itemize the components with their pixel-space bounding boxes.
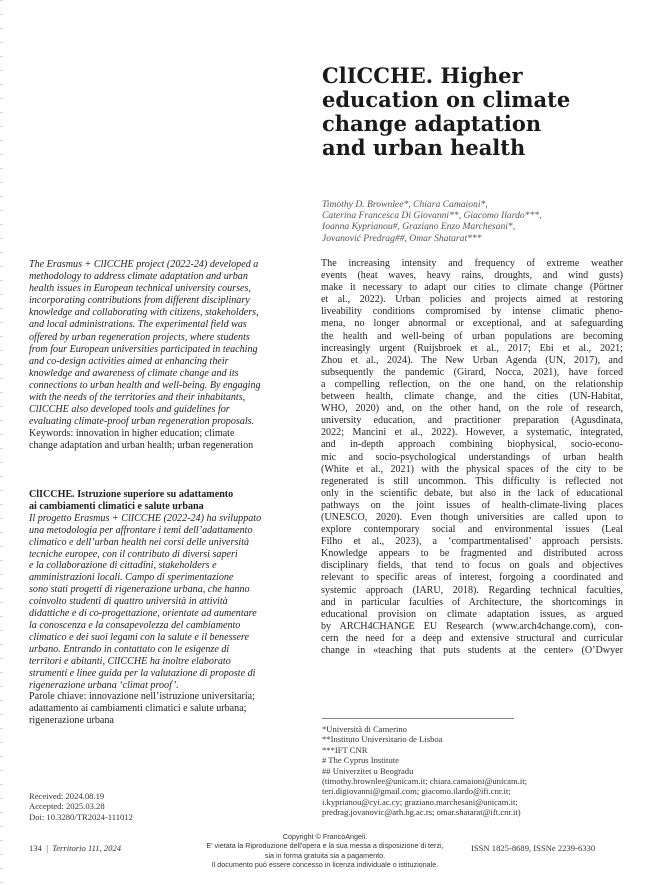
body-line: Knowledge appears to be fragmented and distributed across xyxy=(321,548,623,560)
abstract-english-text xyxy=(29,259,291,428)
abstract-line: amministrazioni locali. Campo di sperimentazione xyxy=(29,572,234,584)
keywords-line: Parole chiave: innovazione nell’istruzione universitaria; xyxy=(29,691,255,703)
footnote-line: ## Univerzitet u Beogradu xyxy=(322,765,414,776)
abstract-line: ClICCHE also developed tools and guidelines for xyxy=(29,404,230,416)
title-line: education on climate xyxy=(322,87,571,112)
abstract-line: offered by urban regeneration projects, where students xyxy=(29,331,250,343)
footnote-line: ***IFT CNR xyxy=(322,744,368,755)
abstract-line: knowledge and collaborating with citizens, stakeholders, xyxy=(29,307,259,319)
abstract-line: from four European universities participated in teaching xyxy=(29,343,258,355)
abstract-line: climatico e dell’urban health nei corsi delle università xyxy=(29,536,250,548)
article-title xyxy=(322,64,622,160)
received-date: Received: 2024.08.19 xyxy=(29,791,105,801)
body-line: relevant to specific areas of interest, forgoing a coordinated and xyxy=(321,572,623,584)
footnote-line: predrag.jovanovic@arh.bg.ac.rs; omar.shatarat@ift.cnr.it) xyxy=(322,807,521,818)
copyright-line: Il documento può essere concesso in licenza individuale o istituzionale. xyxy=(211,860,439,870)
page-footer-left xyxy=(29,843,121,853)
body-line: subsequently the pandemic (Girard, Nocca, 2021), have forced xyxy=(321,366,623,378)
copyright-line: Copyright © FrancoAngeli. xyxy=(282,832,368,841)
author-line: Ioanna Kyprianou#, Graziano Enzo Marchesani*, xyxy=(322,221,516,233)
abstract-line: connections to urban health and well-being. By engaging xyxy=(29,379,261,391)
accepted-date: Accepted: 2025.03.28 xyxy=(29,801,105,812)
author-line: Jovanović Predrag##, Omar Shatarat*** xyxy=(322,232,482,244)
body-line: (White et al., 2021) with the physical spaces of the city to be xyxy=(321,463,623,475)
body-line: make it necessary to adapt our cities to climate change (Pörtner xyxy=(321,282,623,294)
abstract-italian-heading xyxy=(29,489,291,513)
footnote-divider xyxy=(322,718,514,719)
body-line: (UNESCO, 2020). Even though universities are called upon to xyxy=(321,511,623,523)
body-line: regenerated is still uncommon. This difficulty is reflected not xyxy=(321,475,623,487)
page-number: 134 xyxy=(29,843,42,853)
body-line: change in «teaching that puts students at the center» (O’Dwyer xyxy=(321,645,623,656)
abstract-line: and local administrations. The experimental field was xyxy=(29,319,247,331)
footnote-line: **Instituto Universitario de Lisboa xyxy=(322,734,443,745)
abstract-line: health issues in European technical university courses, xyxy=(29,283,251,295)
footnote-line: *Università di Camerino xyxy=(322,724,407,734)
abstract-line: Il progetto Erasmus + ClICCHE (2022-24) ha sviluppato xyxy=(29,512,262,524)
abstract-line: e la collaborazione di cittadini, stakeholders e xyxy=(29,560,217,572)
keywords-line: Keywords: innovation in higher education; climate xyxy=(29,428,235,440)
body-line: and in particular faculties of Architecture, the shortcomings in xyxy=(321,596,623,608)
abstract-line: tecniche europee, con il contributo di diversi saperi xyxy=(29,548,238,560)
keywords-english xyxy=(29,428,291,452)
footnote-line: # The Cyprus Institute xyxy=(322,755,399,766)
title-line: and urban health xyxy=(322,135,526,160)
body-line: educational provision on climate adaptation issues, as argued xyxy=(321,608,623,620)
page-edge-marks xyxy=(0,0,3,885)
keywords-line: adattamento ai cambiamenti climatici e salute urbana; xyxy=(29,703,247,715)
body-text xyxy=(321,258,623,657)
keywords-line: rigenerazione urbana xyxy=(29,715,114,727)
body-line: mena, no longer abnormal or exceptional, and at safeguarding xyxy=(321,318,623,330)
footnote-line: teri.digiovanni@gmail.com; giacomo.ilardo@ift.cnr.it; xyxy=(322,786,511,797)
body-line: The increasing intensity and frequency of extreme weather xyxy=(321,258,623,269)
body-line: university education, and practitioner preparation (Agusdinata, xyxy=(321,415,623,427)
footnote-line: i.kyprianou@cyi.ac.cy; graziano.marchesani@unicam.it; xyxy=(322,796,518,807)
body-line: cern the need for a deep and extensive structural and curricular xyxy=(321,632,623,644)
body-line: et al., 2022). Urban policies and projects aimed at restoring xyxy=(321,294,623,306)
abstract-line: strumenti e linee guida per la valutazione di proposte di xyxy=(29,667,256,679)
issn: ISSN 1825-8689, ISSNe 2239-6330 xyxy=(471,843,596,853)
body-line: WHO, 2020) and, on the other hand, on the role of research, xyxy=(321,403,623,415)
abstract-english xyxy=(29,259,291,453)
copyright-line: sia in forma gratuita sia a pagamento. xyxy=(264,850,386,860)
abstract-line: methodology to address climate adaptation and urban xyxy=(29,271,248,283)
abstract-line: climatico e dei suoi legami con la salute e il benessere xyxy=(29,631,249,643)
keywords-line: change adaptation and urban health; urban regeneration xyxy=(29,440,254,452)
body-line: between health, climate change, and the cities (UN-Habitat, xyxy=(321,391,623,403)
keywords-italian xyxy=(29,691,291,727)
title-line: change adaptation xyxy=(322,111,542,136)
body-line: a compelling reflection, on the one hand, on the relationship xyxy=(321,378,623,390)
body-line: mic and socio-psychological understandings of urban health xyxy=(321,451,623,463)
body-line: Zhou et al., 2024). The New Urban Agenda (UN, 2017), and xyxy=(321,354,623,366)
abstract-line: and co-design activities aimed at enhancing their xyxy=(29,355,229,367)
body-line: events (heat waves, heavy rains, droughts, and wind gusts) xyxy=(321,270,623,282)
title-line: ClICCHE. Higher xyxy=(322,63,523,88)
abstract-italian xyxy=(29,489,291,727)
copyright-line: E' vietata la Riproduzione dell'opera e la sua messa a disposizione di terzi, xyxy=(206,841,444,851)
abstract-line: evaluating climate-proof urban regeneration proposals. xyxy=(29,416,255,428)
body-line: 2022; Mancini et al., 2022). However, a systematic, integrated, xyxy=(321,427,623,439)
abstract-line: The Erasmus + ClICCHE project (2022-24) developed a xyxy=(29,259,259,270)
abstract-line: incorporating contributions from different disciplinary xyxy=(29,295,250,307)
abstract-line: didattiche e di co-progettazione, orientate ad aumentare xyxy=(29,608,257,620)
abstract-italian-text xyxy=(29,513,291,692)
body-line: only in the scientific debate, but also in the lack of educational xyxy=(321,487,623,499)
author-line: Caterina Francesca Di Giovanni**, Giacomo Ilardo***, xyxy=(322,210,542,222)
submission-dates xyxy=(29,791,229,822)
body-line: by ARCH4CHANGE EU Research (www.arch4change.com), con- xyxy=(321,620,623,632)
doi: Doi: 10.3280/TR2024-111012 xyxy=(29,811,133,822)
abstract-line: coinvolto studenti di quattro università in attività xyxy=(29,596,228,608)
body-line: the health and well-being of urban populations are becoming xyxy=(321,330,623,342)
body-line: disciplinary fields, that tend to focus on goals and objectives xyxy=(321,560,623,572)
body-line: pathways on the joint issues of health-climate-living places xyxy=(321,499,623,511)
footnote-line: (timothy.brownlee@unicam.it; chiara.camaioni@unicam.it; xyxy=(322,776,527,787)
abstract-line: la conoscenza e la consapevolezza del cambiamento xyxy=(29,619,241,631)
abstract-line: una metodologia per affrontare i temi dell’adattamento xyxy=(29,524,253,536)
body-line: and in-depth approach combining biophysical, socio-econo- xyxy=(321,439,623,451)
body-line: explore contemporary social and environmental issues (Leal xyxy=(321,524,623,536)
abstract-line: sono stati progetti di rigenerazione urbana, che hanno xyxy=(29,584,250,596)
abstract-line: rigenerazione urbana ‘climat proof’. xyxy=(29,679,179,691)
author-list xyxy=(322,199,622,244)
body-line: increasingly urgent (Ruijsbroek et al., 2017; Ebi et al., 2021; xyxy=(321,342,623,354)
journal-name: Territorio 111, 2024 xyxy=(52,843,122,853)
abstract-line: urbano. Entrando in contattato con le esigenze di xyxy=(29,643,230,655)
heading-line: ai cambiamenti climatici e salute urbana xyxy=(29,500,204,512)
body-line: liveability conditions compromised by intense climatic pheno- xyxy=(321,306,623,318)
copyright-notice xyxy=(180,832,470,870)
affiliations-footnotes xyxy=(322,724,622,818)
heading-line: ClICCHE. Istruzione superiore su adattamento xyxy=(29,489,234,500)
abstract-line: knowledge and awareness of climate change and its xyxy=(29,367,239,379)
abstract-line: with the needs of the territories and their inhabitants, xyxy=(29,392,246,404)
footer-separator: | xyxy=(46,843,48,853)
body-line: Filho et al., 2023), a ‘compartmentalised’ approach persists. xyxy=(321,536,623,548)
author-line: Timothy D. Brownlee*, Chiara Camaioni*, xyxy=(322,199,488,210)
body-line: systemic approach (IARU, 2018). Regarding technical faculties, xyxy=(321,584,623,596)
abstract-line: territori e abitanti, ClICCHE ha inoltre elaborato xyxy=(29,655,231,667)
